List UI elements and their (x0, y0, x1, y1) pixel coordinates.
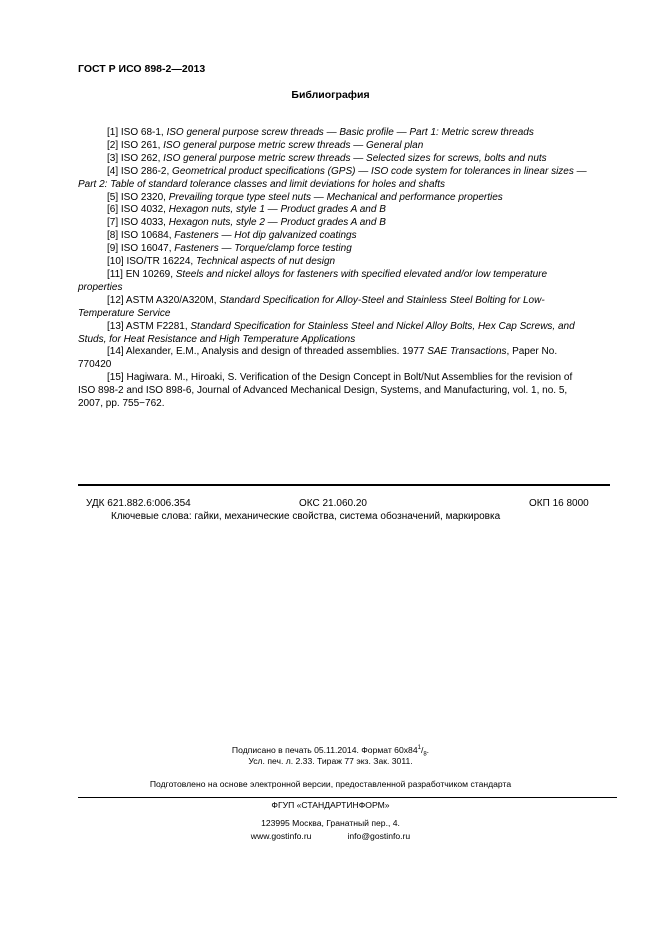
entry-reference: ISO 68-1, (120, 127, 167, 138)
email-link[interactable]: info@gostinfo.ru (347, 831, 411, 841)
keywords: Ключевые слова: гайки, механические свойства, система обозначений, маркировка (111, 511, 501, 522)
entry-number: [11] (107, 268, 123, 280)
entry-number: [1] (107, 127, 119, 138)
entry-title: Fasteners — Torque/clamp force testing (174, 243, 352, 255)
entry-title: Standard Specification for Alloy-Steel and Stainless Steel Bolting for Low-Temperature Service (78, 294, 545, 319)
bibliography-entry (78, 166, 588, 192)
print-info: Усл. печ. л. 2.33. Тираж 77 экз. Зак. 3011. (248, 756, 413, 766)
bibliography-entry (78, 192, 588, 205)
bibliography-entry (78, 204, 588, 217)
entry-reference: ISO 10684, (120, 230, 175, 242)
entry-reference: ISO 4032, (120, 204, 169, 216)
entry-reference: ASTM A320/A320M, (125, 294, 220, 306)
entry-reference: ISO 2320, (120, 191, 169, 203)
entry-reference: ISO 262, (120, 152, 164, 164)
entry-number: [6] (107, 204, 119, 216)
entry-number: [2] (107, 139, 119, 151)
entry-reference: ASTM F2281, (125, 320, 191, 332)
entry-number: [8] (107, 230, 119, 242)
prepared-note: Подготовлено на основе электронной версии, предоставленной разработчиком стандарта (149, 779, 512, 789)
entry-title: Standard Specification for Stainless Steel and Nickel Alloy Bolts, Hex Cap Screws, and Studs, for Heat Resistance and High Temperature Applications (78, 320, 575, 345)
bibliography-title: Библиография (291, 89, 370, 101)
format-subscript: 8 (423, 751, 427, 758)
bibliography-entry (78, 295, 588, 321)
format-superscript: 1 (417, 745, 421, 751)
entry-number: [13] (107, 320, 124, 332)
bibliography-entry (78, 346, 588, 372)
entry-title: Geometrical product specifications (GPS) — ISO code system for tolerances in linear sizes — Part 2: Table of standard tolerance classes and limit deviations for holes and shafts (78, 165, 587, 190)
entry-title: ISO general purpose metric screw threads — Selected sizes for screws, bolts and nuts (163, 152, 547, 164)
publisher-contacts (0, 830, 661, 843)
entry-reference: EN 10269, (125, 268, 176, 280)
entry-number: [9] (107, 243, 119, 255)
entry-number: [5] (107, 191, 119, 203)
udk-code: УДК 621.882.6:006.354 (86, 498, 191, 509)
website-link[interactable]: www.gostinfo.ru (250, 831, 312, 841)
entry-reference: Hagiwara. M., Hiroaki, S. Verification of the Design Concept in Bolt/Nut Assemblies for the revision of ISO 898-2 and ISO 898-6, Journal of Advanced Mechanical Design, Systems, and Manufacturing, vol. 1, no. 5, 2007, pp. 755−762. (78, 372, 573, 410)
bibliography-entry (78, 140, 588, 153)
publisher-divider (78, 797, 617, 798)
bibliography-list (78, 127, 588, 411)
entry-tail: , Paper No. 770420 (78, 346, 558, 371)
entry-title: ISO general purpose metric screw threads — General plan (163, 139, 424, 151)
entry-title: Technical aspects of nut design (195, 256, 336, 268)
bibliography-entry (78, 256, 588, 269)
entry-title: Steels and nickel alloys for fasteners with specified elevated and/or low temperature properties (78, 268, 548, 293)
entry-number: [3] (107, 152, 119, 164)
bibliography-entry (78, 153, 588, 166)
document-code: ГОСТ Р ИСО 898-2—2013 (78, 63, 206, 75)
bibliography-entry (78, 230, 588, 243)
entry-reference: ISO 4033, (120, 217, 169, 229)
entry-title: Prevailing torque type steel nuts — Mechanical and performance properties (168, 191, 503, 203)
bibliography-entry (78, 127, 588, 140)
signed-suffix: . (426, 744, 430, 755)
entry-title: Fasteners — Hot dip galvanized coatings (174, 230, 357, 242)
entry-reference: ISO 261, (120, 139, 164, 151)
entry-title: Hexagon nuts, style 2 — Product grades A and B (168, 217, 386, 229)
entry-number: [12] (107, 294, 124, 306)
okp-code: ОКП 16 8000 (529, 498, 589, 509)
bibliography-entry (78, 269, 588, 295)
bibliography-entry (78, 321, 588, 347)
entry-title: Hexagon nuts, style 1 — Product grades A and B (168, 204, 386, 216)
entry-number: [7] (107, 217, 119, 229)
bibliography-entry (78, 243, 588, 256)
publisher-name: ФГУП «СТАНДАРТИНФОРМ» (271, 800, 390, 810)
format-slash: / (420, 744, 424, 755)
publisher-address: 123995 Москва, Гранатный пер., 4. (261, 818, 400, 828)
entry-number: [10] (107, 256, 124, 268)
bibliography-entry (78, 217, 588, 230)
bibliography-entry (78, 372, 588, 411)
entry-title: ISO general purpose screw threads — Basic profile — Part 1: Metric screw threads (166, 127, 534, 138)
entry-reference: ISO 286-2, (120, 165, 173, 177)
classification-divider (78, 484, 610, 486)
signed-text: Подписано в печать 05.11.2014. Формат 60х84 (231, 744, 418, 755)
entry-number: [4] (107, 165, 119, 177)
entry-number: [14] (107, 346, 124, 358)
entry-reference: ISO/TR 16224, (126, 256, 196, 268)
entry-number: [15] (107, 372, 124, 384)
entry-reference: ISO 16047, (120, 243, 175, 255)
oks-code: ОКС 21.060.20 (299, 498, 367, 509)
entry-title: SAE Transactions (427, 346, 507, 358)
entry-reference: Alexander, E.M., Analysis and design of threaded assemblies. 1977 (125, 346, 428, 358)
